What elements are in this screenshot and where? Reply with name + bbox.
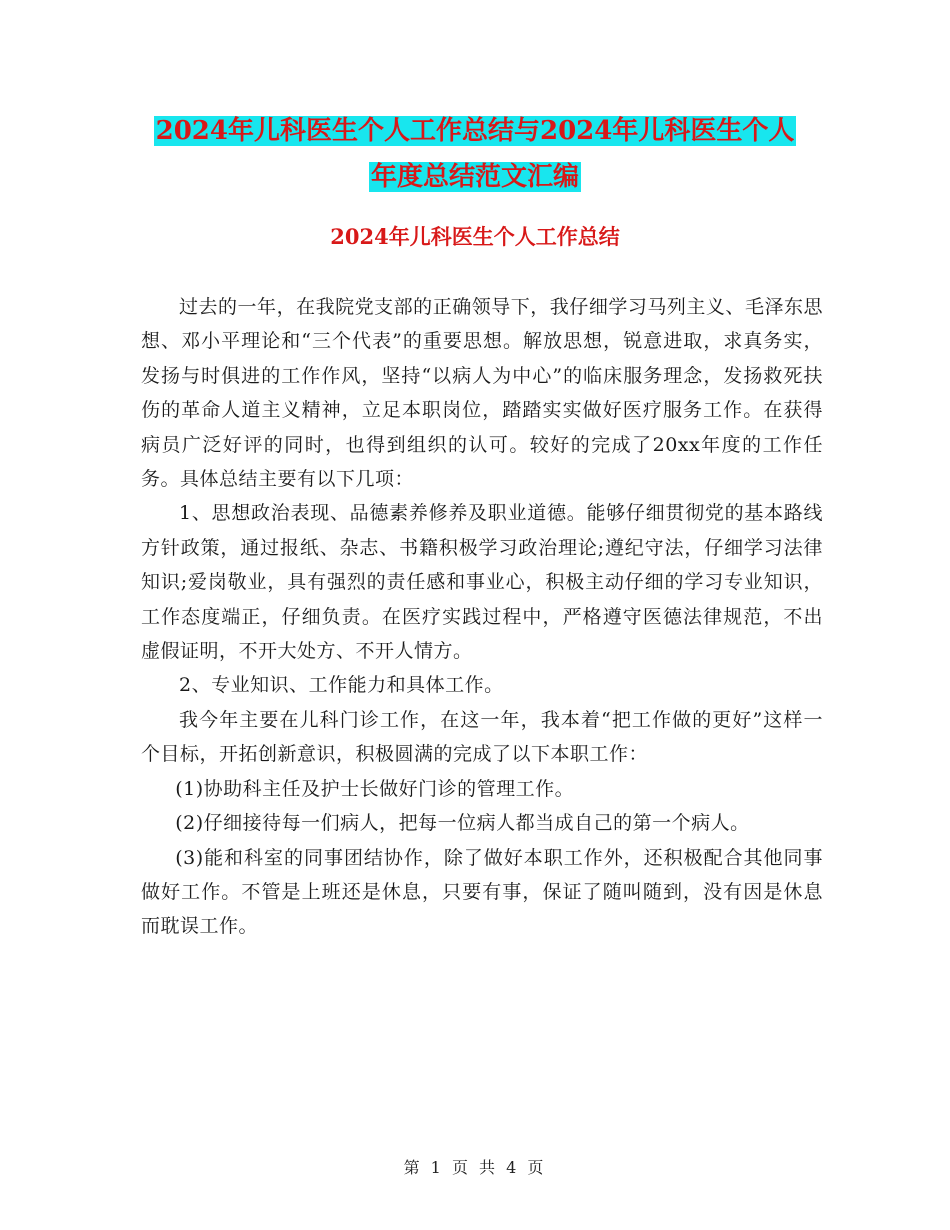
document-title bbox=[0, 108, 950, 200]
section-title: 2024年儿科医生个人工作总结 bbox=[330, 224, 620, 249]
paragraph-item-1: 1、思想政治表现、品德素养修养及职业道德。能够仔细贯彻党的基本路线方针政策，通过报纸、杂志、书籍积极学习政治理论;遵纪守法，仔细学习法律知识;爱岗敬业，具有强烈的责任感和事业心，积极主动仔细的学习专业知识，工作态度端正，仔细负责。在医疗实践过程中，严格遵守医德法律规范，不出虚假证明，不开大处方、不开人情方。 bbox=[141, 502, 823, 663]
paragraph-item-2: 2、专业知识、工作能力和具体工作。 bbox=[179, 674, 504, 697]
paragraph-outpatient: 我今年主要在儿科门诊工作，在这一年，我本着“把工作做的更好”这样一个目标，开拓创新意识，积极圆满的完成了以下本职工作： bbox=[141, 708, 823, 766]
document-body bbox=[141, 290, 823, 944]
paragraph-subitem-3: (3)能和科室的同事团结协作，除了做好本职工作外，还积极配合其他同事做好工作。不管是上班还是休息，只要有事，保证了随叫随到，没有因是休息而耽误工作。 bbox=[141, 846, 823, 938]
paragraph-subitem-1: (1)协助科主任及护士长做好门诊的管理工作。 bbox=[175, 777, 575, 800]
document-title-line-1: 2024年儿科医生个人工作总结与2024年儿科医生个人 bbox=[155, 116, 795, 146]
document-title-line-2: 年度总结范文汇编 bbox=[370, 162, 579, 192]
paragraph-intro: 过去的一年，在我院党支部的正确领导下，我仔细学习马列主义、毛泽东思想、邓小平理论和“三个代表”的重要思想。解放思想，锐意进取，求真务实，发扬与时俱进的工作作风，坚持“以病人为中心”的临床服务理念，发扬救死扶伤的革命人道主义精神，立足本职岗位，踏踏实实做好医疗服务工作。在获得病员广泛好评的同时，也得到组织的认可。较好的完成了20xx年度的工作任务。具体总结主要有以下几项： bbox=[141, 296, 823, 491]
paragraph-subitem-2: (2)仔细接待每一们病人，把每一位病人都当成自己的第一个病人。 bbox=[175, 812, 750, 835]
page-number-footer: 第 1 页 共 4 页 bbox=[403, 1158, 547, 1177]
